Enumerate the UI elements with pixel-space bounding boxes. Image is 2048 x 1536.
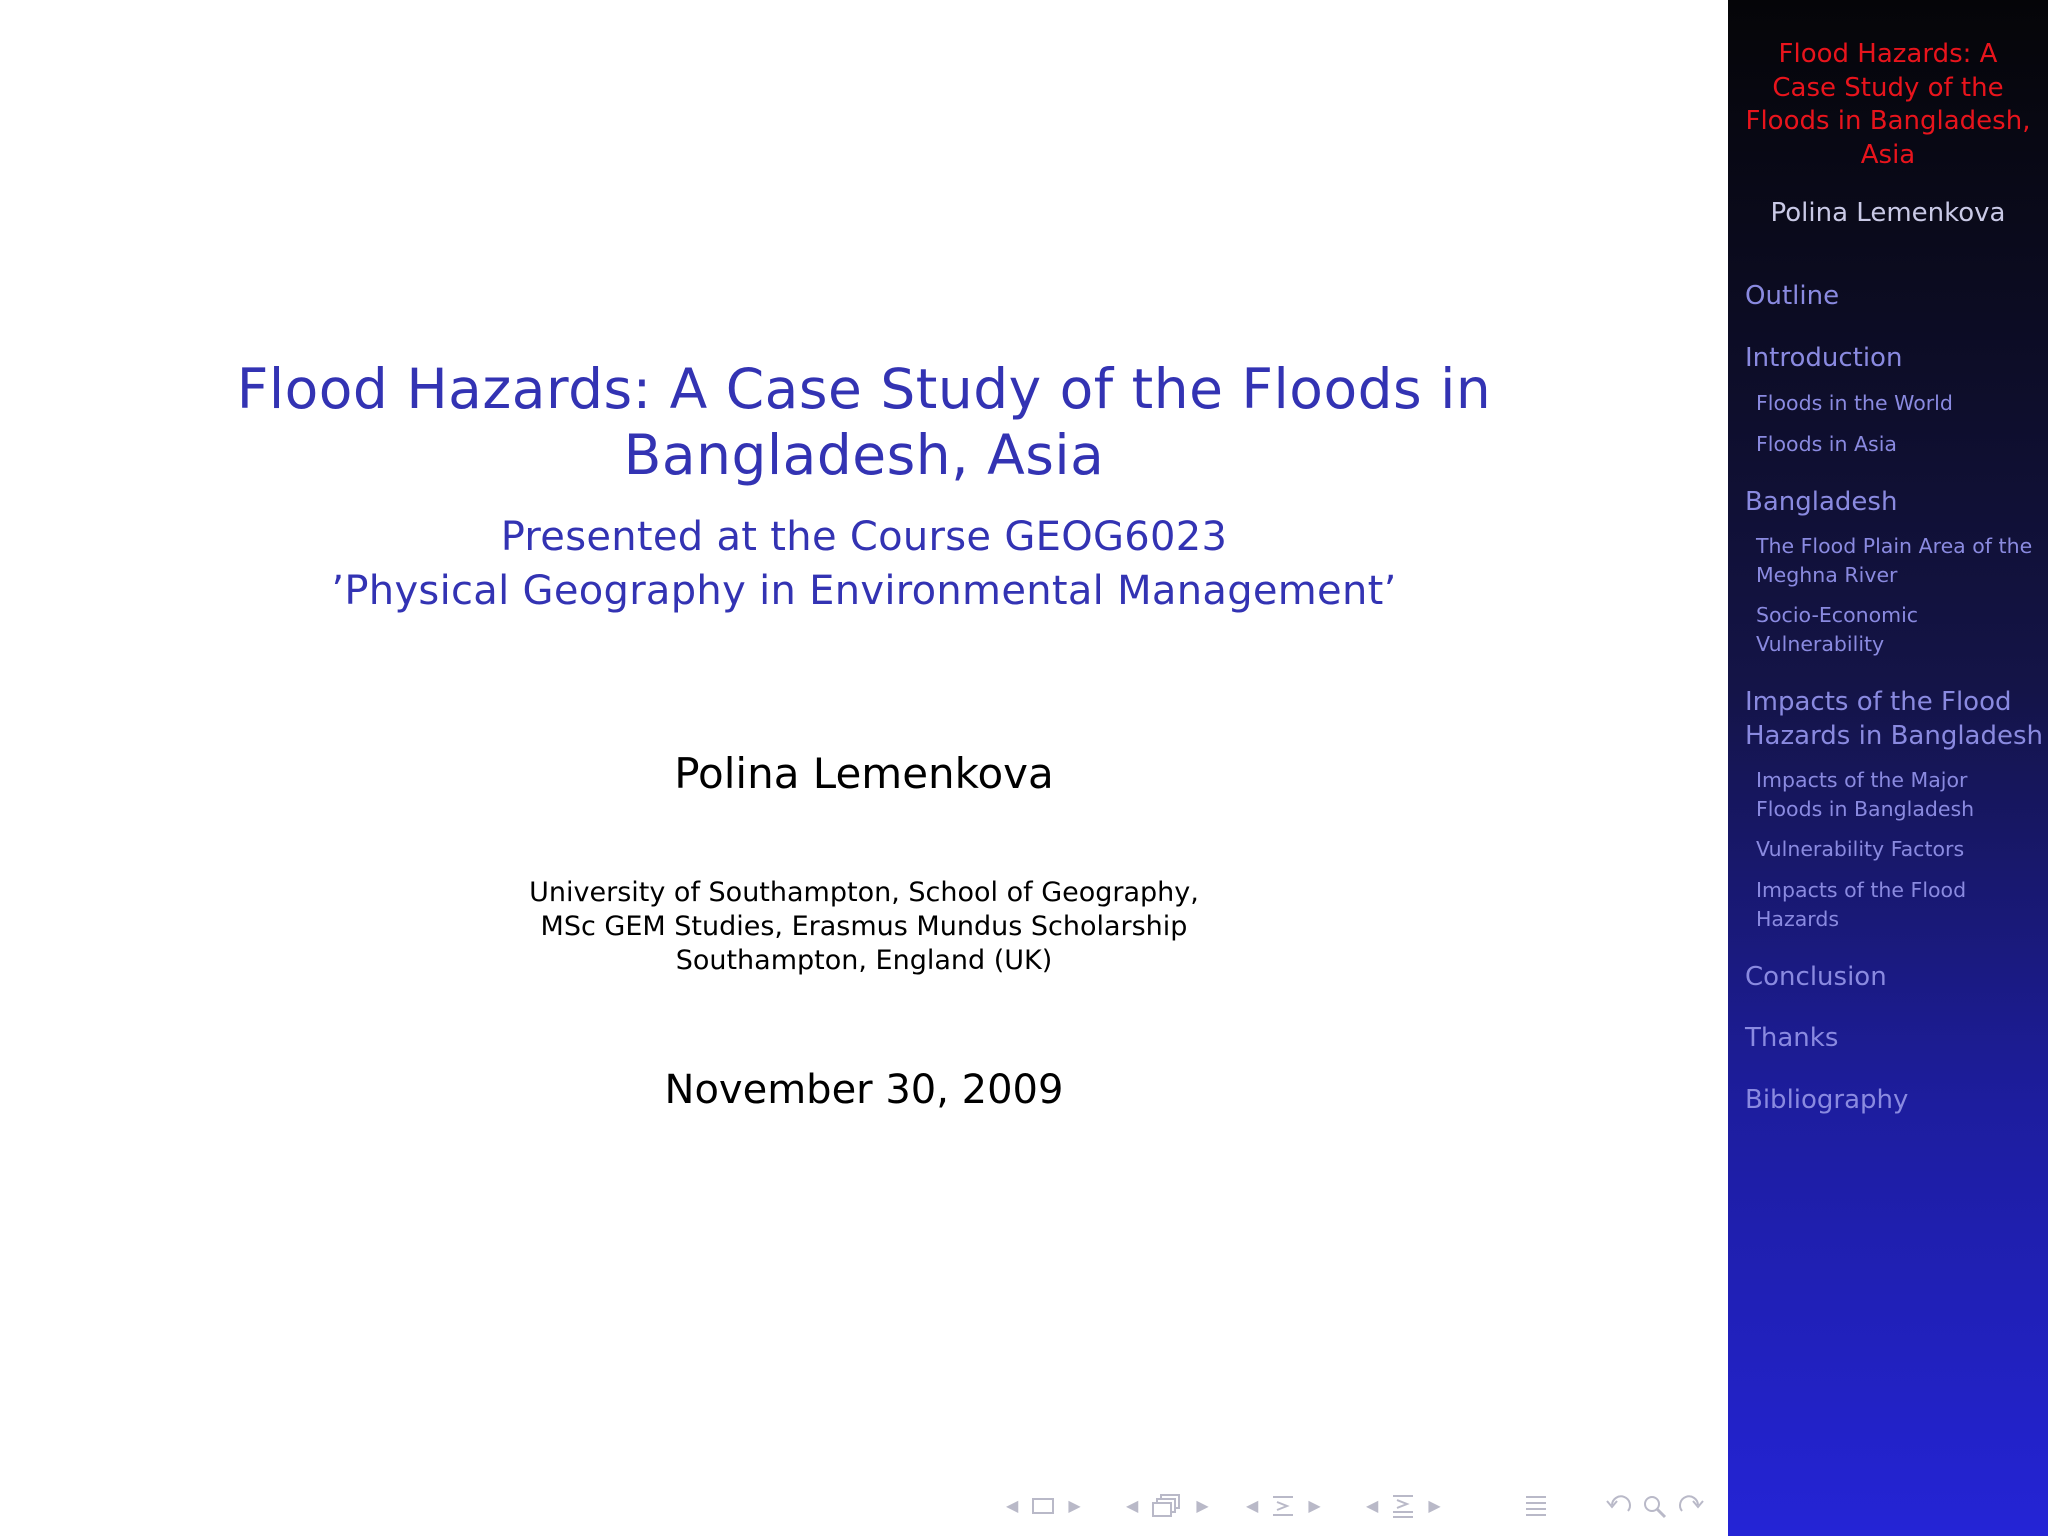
sidebar-item-line: Socio-Economic	[1756, 603, 1919, 627]
sidebar-title-line: Floods in Bangladesh,	[1745, 106, 2031, 136]
sidebar-item-thanks[interactable]: Thanks	[1745, 1023, 1839, 1053]
arrow-right-icon[interactable]: ▶	[1196, 1496, 1209, 1515]
sidebar-item-line: Impacts of the Flood	[1745, 687, 2012, 717]
title-line-1: Flood Hazards: A Case Study of the Floods in	[236, 357, 1492, 421]
arrow-right-icon[interactable]: ▶	[1308, 1496, 1321, 1515]
search-icon[interactable]	[1641, 1490, 1669, 1522]
section-icon[interactable]	[1271, 1490, 1295, 1522]
sidebar-item-outline[interactable]: Outline	[1745, 281, 1840, 311]
frame-icon[interactable]	[1031, 1490, 1055, 1522]
institute-line-1: University of Southampton, School of Geography,	[529, 877, 1199, 908]
sidebar-item-introduction[interactable]: Introduction	[1745, 343, 1903, 373]
arrow-right-icon[interactable]: ▶	[1428, 1496, 1441, 1515]
sidebar-item-floods-in-asia[interactable]: Floods in Asia	[1756, 432, 1897, 456]
nav-section-group	[1246, 1490, 1321, 1522]
presentation-icon[interactable]	[1524, 1490, 1548, 1522]
sidebar-title-line: Asia	[1860, 139, 1916, 170]
sidebar-title-line: Flood Hazards: A	[1778, 39, 1998, 69]
arrow-left-icon[interactable]: ◀	[1126, 1496, 1139, 1515]
subtitle-line-1: Presented at the Course GEOG6023	[500, 514, 1228, 560]
sidebar-item-bibliography[interactable]: Bibliography	[1745, 1085, 1909, 1115]
arrow-left-icon[interactable]: ◀	[1366, 1496, 1379, 1515]
sidebar-item-line: Impacts of the Flood	[1756, 878, 1967, 902]
nav-presentation	[1524, 1490, 1548, 1522]
author-name: Polina Lemenkova	[674, 749, 1054, 798]
sidebar-item-line: Hazards in Bangladesh	[1745, 721, 2044, 751]
sidebar-title-line: Case Study of the	[1772, 72, 2004, 103]
sidebar-item-bangladesh[interactable]: Bangladesh	[1745, 487, 1898, 517]
sidebar-item-floods-in-the-world[interactable]: Floods in the World	[1756, 391, 1953, 415]
sidebar-item-line: Floods in Bangladesh	[1756, 796, 1975, 821]
sidebar-author[interactable]: Polina Lemenkova	[1770, 198, 2006, 228]
presentation-date: November 30, 2009	[664, 1067, 1064, 1113]
nav-subsection-group-2	[1366, 1490, 1441, 1522]
institute-info	[0, 876, 1728, 978]
subsection-icon[interactable]	[1151, 1490, 1183, 1522]
institute-line-3: Southampton, England (UK)	[675, 945, 1053, 976]
sidebar-item-flood-plain-area[interactable]	[1756, 532, 2048, 589]
sidebar-item-impacts-major-floods[interactable]	[1756, 766, 2048, 823]
nav-subsection-group	[1126, 1490, 1209, 1522]
sidebar-item-line: Meghna River	[1756, 562, 1898, 587]
subtitle-line-2: ’Physical Geography in Environmental Management’	[331, 568, 1397, 614]
nav-search-group	[1604, 1490, 1706, 1522]
forward-icon[interactable]	[1676, 1490, 1706, 1522]
arrow-right-icon[interactable]: ▶	[1068, 1496, 1081, 1515]
sidebar-item-line: Impacts of the Major	[1756, 768, 1968, 792]
presentation-subtitle	[0, 510, 1728, 618]
sidebar-item-line: The Flood Plain Area of the	[1756, 534, 2033, 558]
sidebar-title[interactable]	[1738, 38, 2038, 172]
title-line-2: Bangladesh, Asia	[623, 423, 1105, 487]
arrow-left-icon[interactable]: ◀	[1006, 1496, 1019, 1515]
presentation-title	[0, 356, 1728, 488]
institute-line-2: MSc GEM Studies, Erasmus Mundus Scholarship	[540, 911, 1188, 942]
sidebar-item-line: Hazards	[1756, 906, 1840, 931]
sidebar-item-conclusion[interactable]: Conclusion	[1745, 962, 1887, 992]
sidebar-item-vulnerability-factors[interactable]: Vulnerability Factors	[1756, 837, 1965, 861]
nav-frame-group	[1006, 1490, 1081, 1522]
sidebar-item-line: Vulnerability	[1756, 631, 1885, 656]
sidebar-item-impacts[interactable]	[1745, 685, 2044, 753]
back-icon[interactable]	[1604, 1490, 1634, 1522]
sidebar-item-socio-economic-vulnerability[interactable]	[1756, 601, 2048, 658]
sidebar-item-impacts-flood-hazards[interactable]	[1756, 876, 2048, 933]
subsection-icon[interactable]	[1391, 1490, 1415, 1522]
arrow-left-icon[interactable]: ◀	[1246, 1496, 1259, 1515]
